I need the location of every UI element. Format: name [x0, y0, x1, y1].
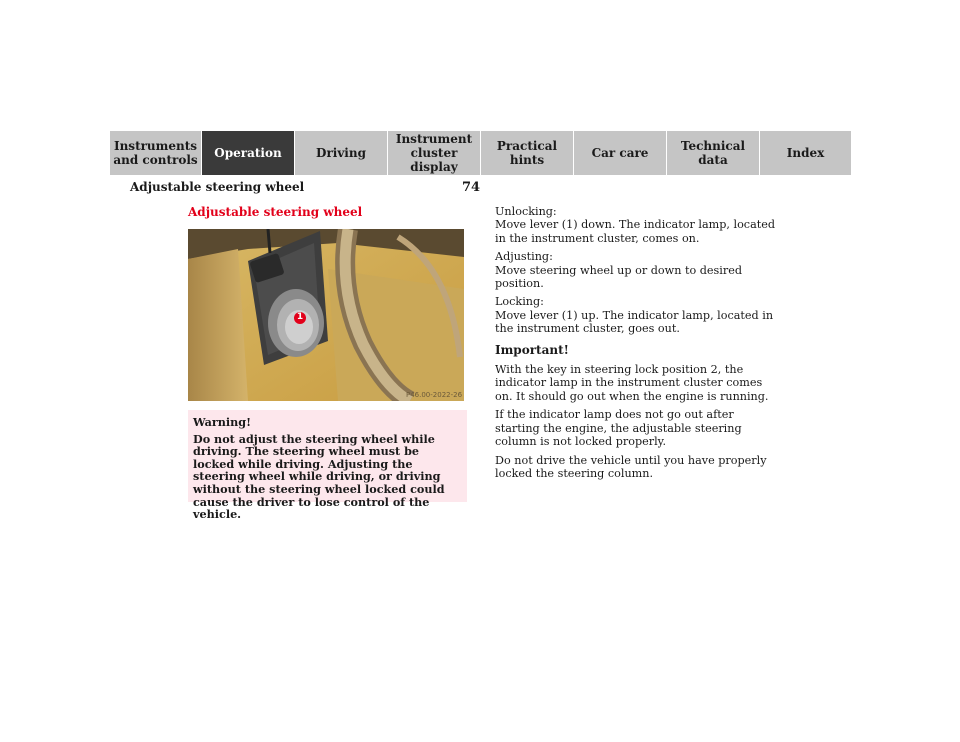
- locking-step: [495, 295, 780, 335]
- tab-instrument-cluster-display[interactable]: Instrument cluster display: [388, 131, 481, 175]
- adjusting-step: [495, 250, 780, 290]
- warning-text: Do not adjust the steering wheel while driving. The steering wheel must be locked while driving. Adjusting the steering wheel while driving, or driving without the steering wheel locked could cause the driver to lose control of the vehicle.: [193, 431, 445, 522]
- section-title: Adjustable steering wheel: [188, 205, 363, 219]
- important-paragraph: Do not drive the vehicle until you have properly locked the steering column.: [495, 453, 767, 480]
- important-paragraph: With the key in steering lock position 2, the indicator lamp in the instrument cluster comes on. It should go out when the engine is running.: [495, 363, 769, 403]
- steering-column-drawing: [188, 229, 464, 401]
- page-number: 74: [462, 180, 481, 195]
- locking-text: Move lever (1) up. The indicator lamp, located in the instrument cluster, goes out.: [495, 308, 774, 336]
- tab-index[interactable]: Index: [760, 131, 852, 175]
- unlocking-text: Move lever (1) down. The indicator lamp, located in the instrument cluster, comes on.: [495, 218, 776, 245]
- important-heading: Important!: [495, 342, 569, 357]
- tab-technical-data[interactable]: Technical data: [667, 131, 760, 175]
- steering-column-illustration: [188, 229, 464, 401]
- callout-1-label: 1: [296, 312, 304, 322]
- adjusting-text: Move steering wheel up or down to desired position.: [495, 263, 742, 291]
- figure-code: P46.00-2022-26: [406, 391, 463, 399]
- adjusting-label: Adjusting:: [495, 250, 553, 264]
- tab-instruments-and-controls[interactable]: Instruments and controls: [110, 131, 202, 175]
- tab-operation[interactable]: Operation: [202, 131, 295, 175]
- warning-box: [188, 410, 467, 522]
- tab-car-care[interactable]: Car care: [574, 131, 667, 175]
- running-header: Adjustable steering wheel: [130, 180, 305, 194]
- unlocking-step: [495, 205, 780, 245]
- warning-title: Warning!: [193, 415, 251, 429]
- tab-driving[interactable]: Driving: [295, 131, 388, 175]
- chapter-tabs: [110, 131, 852, 175]
- important-paragraph: If the indicator lamp does not go out after starting the engine, the adjustable steering column is not locked properly.: [495, 408, 742, 449]
- tab-practical-hints[interactable]: Practical hints: [481, 131, 574, 175]
- locking-label: Locking:: [495, 295, 544, 309]
- instructions-column: [495, 205, 780, 485]
- unlocking-label: Unlocking:: [495, 205, 557, 218]
